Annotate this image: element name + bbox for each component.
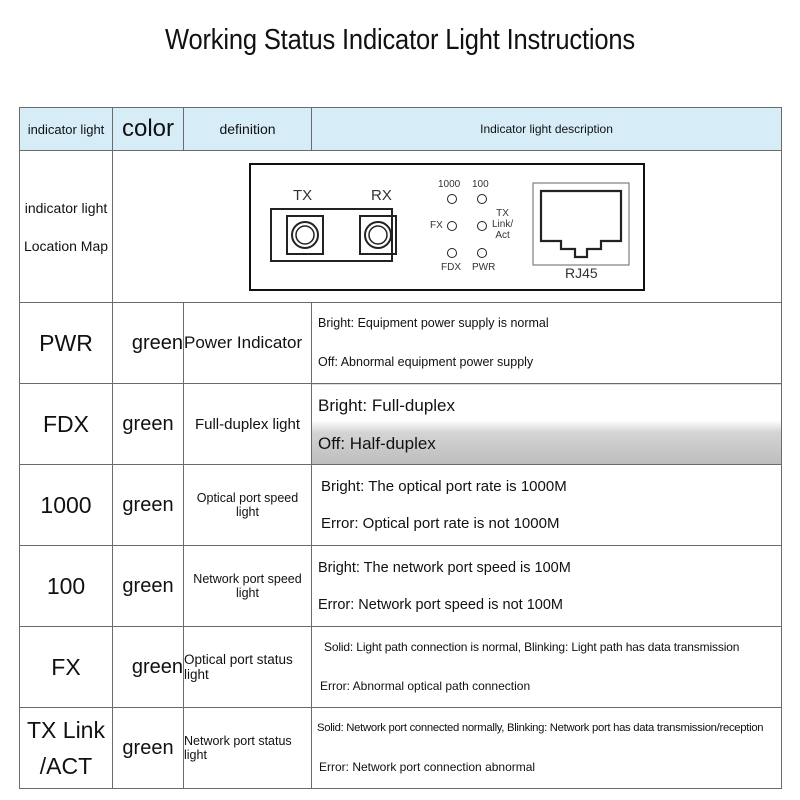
location-map-label-line2: Location Map xyxy=(23,237,109,254)
row-definition: Network port speed light xyxy=(184,546,312,627)
led-fdx-label: FDX xyxy=(441,261,461,273)
description-line: Off: Abnormal equipment power supply xyxy=(318,355,534,369)
table-row xyxy=(20,303,782,384)
led-1000-label: 1000 xyxy=(438,178,461,190)
row-description xyxy=(312,708,782,789)
led-1000-icon xyxy=(447,194,457,204)
rj45-socket-icon xyxy=(541,191,621,257)
row-description xyxy=(312,627,782,708)
table-row xyxy=(20,546,782,627)
row-name-line: /ACT xyxy=(39,753,93,779)
led-fdx-icon xyxy=(447,248,457,258)
description-line: Error: Network port speed is not 100M xyxy=(318,596,563,613)
row-description xyxy=(312,465,782,546)
row-definition: Network port status light xyxy=(184,708,312,789)
indicator-table xyxy=(19,107,782,789)
row-description xyxy=(312,384,782,465)
row-name-pwr: PWR xyxy=(20,303,113,384)
led-txlink-label: TX Link/ Act xyxy=(492,207,514,241)
led-100-label: 100 xyxy=(472,178,489,190)
description-line: Bright: Full-duplex xyxy=(318,395,456,415)
row-color: green xyxy=(113,465,184,546)
page-title: Working Status Indicator Light Instructions xyxy=(164,24,635,56)
tx-label: TX xyxy=(293,186,313,204)
row-description xyxy=(312,546,782,627)
row-definition: Optical port speed light xyxy=(184,465,312,546)
row-name-line: TX Link xyxy=(27,717,105,743)
led-fx-icon xyxy=(447,221,457,231)
device-front-panel xyxy=(249,163,645,291)
rj45-frame xyxy=(533,183,629,265)
header-definition: definition xyxy=(184,108,312,151)
row-name-fx: FX xyxy=(20,627,113,708)
table-row xyxy=(20,708,782,789)
row-color: green xyxy=(113,303,184,384)
description-line: Bright: The network port speed is 100M xyxy=(318,559,571,576)
row-definition: Optical port status light xyxy=(184,627,312,708)
led-pwr-icon xyxy=(477,248,487,258)
row-color: green xyxy=(113,627,184,708)
table-row xyxy=(20,465,782,546)
table-row xyxy=(20,627,782,708)
table-header-row xyxy=(20,108,782,151)
description-line: Off: Half-duplex xyxy=(318,433,436,453)
row-name-100: 100 xyxy=(20,546,113,627)
led-100-icon xyxy=(477,194,487,204)
description-line: Bright: The optical port rate is 1000M xyxy=(321,477,567,495)
location-map-label xyxy=(20,151,113,303)
row-name-fdx: FDX xyxy=(20,384,113,465)
rx-label: RX xyxy=(371,186,392,204)
location-map-cell xyxy=(113,151,782,303)
row-color: green xyxy=(113,708,184,789)
description-line: Error: Optical port rate is not 1000M xyxy=(321,514,560,532)
description-line: Solid: Network port connected normally, Blinking: Network port has data transmission/reception xyxy=(317,722,764,734)
header-color: color xyxy=(113,108,184,151)
led-pwr-label: PWR xyxy=(472,261,496,273)
description-line: Error: Abnormal optical path connection xyxy=(320,679,531,693)
header-indicator-light: indicator light xyxy=(20,108,113,151)
table-row-location-map xyxy=(20,151,782,303)
row-definition: Power Indicator xyxy=(184,303,312,384)
rx-port-ring-inner xyxy=(369,226,387,244)
description-line: Error: Network port connection abnormal xyxy=(319,760,536,774)
description-line: Bright: Equipment power supply is normal xyxy=(318,316,549,330)
row-description xyxy=(312,303,782,384)
row-name-txlink xyxy=(20,708,113,789)
header-description: Indicator light description xyxy=(312,108,782,151)
location-map-label-line1: indicator light xyxy=(24,199,108,216)
row-color: green xyxy=(113,546,184,627)
row-color: green xyxy=(113,384,184,465)
description-line: Solid: Light path connection is normal, Blinking: Light path has data transmission xyxy=(324,640,740,654)
row-name-1000: 1000 xyxy=(20,465,113,546)
table-row xyxy=(20,384,782,465)
tx-port-ring-inner xyxy=(296,226,314,244)
row-definition: Full-duplex light xyxy=(184,384,312,465)
led-fx-label: FX xyxy=(430,219,443,231)
rj45-label: RJ45 xyxy=(565,264,598,281)
led-txlink-icon xyxy=(477,221,487,231)
